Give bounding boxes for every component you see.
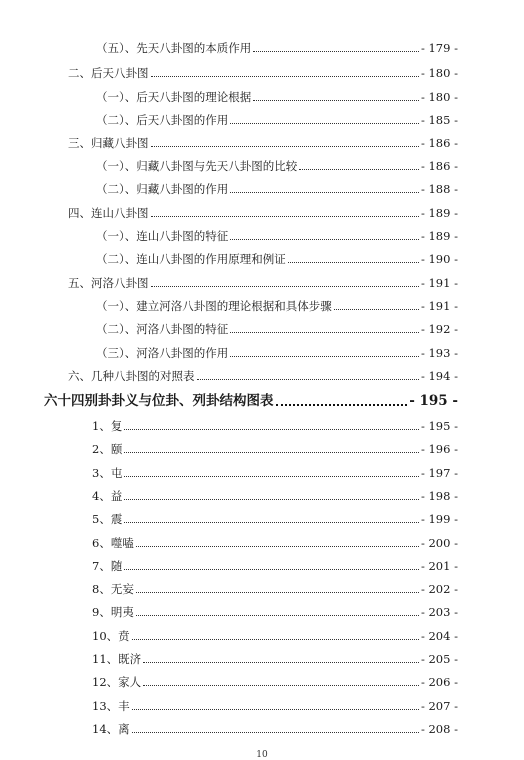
- toc-entry[interactable]: [96, 299, 458, 313]
- toc-entry-page: - 180 -: [420, 66, 458, 80]
- dot-leader: [288, 262, 419, 263]
- toc-entry[interactable]: [92, 559, 458, 573]
- toc-entry-title: 3、屯: [92, 466, 123, 480]
- toc-entry-title: （一）、归藏八卦图与先天八卦图的比较: [96, 159, 298, 173]
- toc-entry-page: - 186 -: [420, 136, 458, 150]
- dot-leader: [136, 546, 419, 547]
- dot-leader: [132, 639, 419, 640]
- toc-entry[interactable]: [96, 159, 458, 173]
- dot-leader: [151, 146, 419, 147]
- dot-leader: [197, 379, 419, 380]
- toc-entry-page: - 196 -: [420, 442, 458, 456]
- toc-entry-title: 7、随: [92, 559, 123, 573]
- dot-leader: [124, 429, 419, 430]
- page-number: 10: [256, 750, 268, 760]
- toc-entry[interactable]: [96, 90, 458, 104]
- toc-entry[interactable]: [96, 182, 458, 196]
- toc-entry[interactable]: [96, 113, 458, 127]
- toc-entry[interactable]: [92, 605, 458, 619]
- toc-entry[interactable]: [92, 722, 458, 736]
- toc-entry[interactable]: [68, 206, 458, 220]
- toc-entry[interactable]: [92, 536, 458, 550]
- dot-leader: [124, 452, 419, 453]
- toc-entry[interactable]: [68, 369, 458, 383]
- toc-entry-page: - 202 -: [420, 582, 458, 596]
- toc-entry-page: - 191 -: [420, 276, 458, 290]
- toc-entry-title: 14、离: [92, 722, 130, 736]
- dot-leader: [253, 51, 419, 52]
- dot-leader: [230, 192, 419, 193]
- dot-leader: [132, 709, 419, 710]
- toc-entry-title: 4、益: [92, 489, 123, 503]
- toc-entry-title: 1、复: [92, 419, 123, 433]
- toc-entry-title: （五）、先天八卦图的本质作用: [96, 41, 252, 55]
- toc-entry-page: - 208 -: [420, 722, 458, 736]
- toc-entry-title: 五、河洛八卦图: [68, 276, 149, 290]
- dot-leader: [124, 522, 419, 523]
- toc-entry-page: - 207 -: [420, 699, 458, 713]
- toc-entry-page: - 205 -: [420, 652, 458, 666]
- toc-entry[interactable]: [92, 675, 458, 689]
- dot-leader: [230, 239, 419, 240]
- toc-entry-title: 三、归藏八卦图: [68, 136, 149, 150]
- toc-entry-title: （一）、后天八卦图的理论根据: [96, 90, 252, 104]
- dot-leader: [124, 476, 419, 477]
- toc-entry[interactable]: [96, 252, 458, 266]
- toc-entry-title: （二）、连山八卦图的作用原理和例证: [96, 252, 286, 266]
- toc-entry-page: - 203 -: [420, 605, 458, 619]
- dot-leader: [151, 76, 419, 77]
- toc-entry-page: - 188 -: [420, 182, 458, 196]
- dot-leader: [230, 123, 419, 124]
- toc-entry-title: （二）、河洛八卦图的特征: [96, 322, 229, 336]
- toc-entry-title: 13、丰: [92, 699, 130, 713]
- dot-leader: [136, 592, 419, 593]
- toc-entry-title: 11、既济: [92, 652, 142, 666]
- toc-entry-page: - 190 -: [420, 252, 458, 266]
- toc-entry-page: - 185 -: [420, 113, 458, 127]
- dot-leader: [230, 356, 419, 357]
- toc-entry-title: （二）、后天八卦图的作用: [96, 113, 229, 127]
- toc-entry[interactable]: [68, 66, 458, 80]
- toc-entry[interactable]: [92, 652, 458, 666]
- dot-leader: [230, 332, 419, 333]
- toc-entry-page: - 180 -: [420, 90, 458, 104]
- toc-entry[interactable]: [68, 276, 458, 290]
- dot-leader: [276, 404, 408, 406]
- toc-entry-page: - 191 -: [420, 299, 458, 313]
- toc-entry[interactable]: [92, 582, 458, 596]
- toc-entry-title: 9、明夷: [92, 605, 134, 619]
- toc-entry-title: （二）、归藏八卦图的作用: [96, 182, 229, 196]
- toc-entry-page: - 198 -: [420, 489, 458, 503]
- toc-entry-page: - 197 -: [420, 466, 458, 480]
- dot-leader: [334, 309, 419, 310]
- dot-leader: [253, 100, 419, 101]
- toc-entry[interactable]: [92, 442, 458, 456]
- toc-entry-title: （一）、连山八卦图的特征: [96, 229, 229, 243]
- toc-entry-page: - 189 -: [420, 206, 458, 220]
- toc-entry[interactable]: [92, 629, 458, 643]
- toc-entry[interactable]: [68, 136, 458, 150]
- toc-entry-page: - 204 -: [420, 629, 458, 643]
- dot-leader: [143, 662, 419, 663]
- toc-entry-page: - 179 -: [420, 41, 458, 55]
- toc-entry-title: 四、连山八卦图: [68, 206, 149, 220]
- toc-entry-page: - 206 -: [420, 675, 458, 689]
- dot-leader: [151, 286, 419, 287]
- toc-entry-title: 8、无妄: [92, 582, 134, 596]
- toc-entry-title: 12、家人: [92, 675, 142, 689]
- toc-entry-page: - 201 -: [420, 559, 458, 573]
- toc-entry-title: （三）、河洛八卦图的作用: [96, 346, 229, 360]
- toc-entry-title: 六十四别卦卦义与位卦、列卦结构图表: [44, 393, 274, 409]
- toc-entry[interactable]: [92, 466, 458, 480]
- toc-entry-title: 六、几种八卦图的对照表: [68, 369, 195, 383]
- toc-entry[interactable]: [92, 489, 458, 503]
- dot-leader: [124, 499, 419, 500]
- toc-section-heading[interactable]: [44, 393, 458, 409]
- toc-entry-title: （一）、建立河洛八卦图的理论根据和具体步骤: [96, 299, 332, 313]
- toc-entry-page: - 193 -: [420, 346, 458, 360]
- toc-entry-title: 5、震: [92, 512, 123, 526]
- toc-entry-title: 2、颐: [92, 442, 123, 456]
- dot-leader: [124, 569, 419, 570]
- toc-entry[interactable]: [92, 512, 458, 526]
- toc-entry[interactable]: [96, 41, 458, 55]
- toc-entry-page: - 186 -: [420, 159, 458, 173]
- dot-leader: [299, 169, 419, 170]
- dot-leader: [132, 732, 419, 733]
- dot-leader: [143, 685, 419, 686]
- toc-entry-page: - 192 -: [420, 322, 458, 336]
- toc-entry-page: - 199 -: [420, 512, 458, 526]
- toc-entry-page: - 189 -: [420, 229, 458, 243]
- toc-entry-title: 10、贲: [92, 629, 130, 643]
- toc-entry[interactable]: [92, 419, 458, 433]
- dot-leader: [151, 216, 419, 217]
- toc-entry[interactable]: [96, 346, 458, 360]
- toc-entry-title: 二、后天八卦图: [68, 66, 149, 80]
- toc-entry-title: 6、噬嗑: [92, 536, 134, 550]
- toc-entry[interactable]: [92, 699, 458, 713]
- toc-entry-page: - 195 -: [409, 393, 458, 409]
- toc-entry-page: - 194 -: [420, 369, 458, 383]
- toc-entry-page: - 200 -: [420, 536, 458, 550]
- dot-leader: [136, 615, 419, 616]
- toc-entry-page: - 195 -: [420, 419, 458, 433]
- toc-entry[interactable]: [96, 322, 458, 336]
- toc-entry[interactable]: [96, 229, 458, 243]
